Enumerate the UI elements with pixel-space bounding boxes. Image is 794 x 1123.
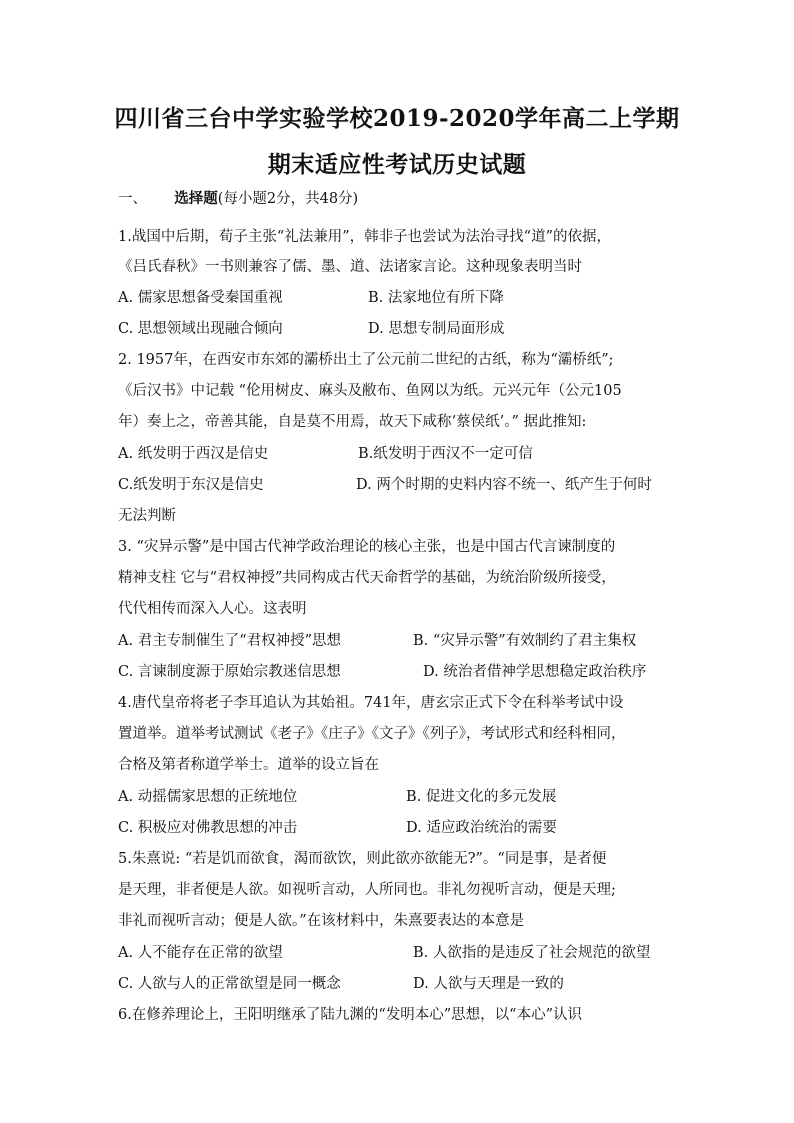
text-line: B. “灾异示警”有效制约了君主集权 xyxy=(413,633,637,649)
text-line: 无法判断 xyxy=(118,508,176,524)
text-line: 4.唐代皇帝将老子李耳追认为其始祖。741年，唐玄宗正式下令在科举考试中设 xyxy=(118,695,624,711)
text-line: 精神支柱 它与“君权神授”共同构成古代天命哲学的基础，为统治阶级所接受， xyxy=(118,570,616,586)
text-line: D. 两个时期的史料内容不统一、纸产生于何时 xyxy=(356,477,652,493)
text-line: 《后汉书》中记载 “伦用树皮、麻头及敝布、鱼网以为纸。元兴元年（公元105 xyxy=(118,383,622,399)
text-line: D. 适应政治统治的需要 xyxy=(406,820,557,836)
text-line: C. 人欲与人的正常欲望是同一概念 xyxy=(118,976,341,992)
text-line: 1.战国中后期，荀子主张“礼法兼用”，韩非子也尝试为法治寻找“道”的依据， xyxy=(118,229,611,245)
text-line: C. 思想领域出现融合倾向 xyxy=(118,321,283,337)
text-line: 《吕氏春秋》一书则兼容了儒、墨、道、法诸家言论。这种现象表明当时 xyxy=(118,259,582,275)
section-note: (每小题2分，共48分) xyxy=(217,191,359,207)
text-line: 5.朱熹说: “若是饥而欲食，渴而欲饮，则此欲亦欲能无?”。“同是事，是者便 xyxy=(118,851,607,867)
text-line: 非礼而视听言动；便是人欲。”在该材料中，朱熹要表达的本意是 xyxy=(118,913,525,929)
text-line: A. 儒家思想备受秦国重视 xyxy=(118,290,283,306)
text-line: 年）奏上之，帝善其能，自是莫不用焉，故天下咸称‘蔡侯纸’。” 据此推知: xyxy=(118,414,587,430)
text-line: C. 言谏制度源于原始宗教迷信思想 xyxy=(118,664,341,680)
text-line: 2. 1957年，在西安市东郊的灞桥出土了公元前二世纪的古纸，称为“灞桥纸”; xyxy=(118,352,614,368)
text-line: A. 动摇儒家思想的正统地位 xyxy=(118,789,298,805)
section-heading xyxy=(118,192,358,207)
text-line: 合格及第者称道学举士。道举的设立旨在 xyxy=(118,757,379,773)
section-name: 选择题 xyxy=(174,190,218,207)
text-line: B.纸发明于西汉不一定可信 xyxy=(358,446,533,462)
text-line: 置道举。道举考试测试《老子》《庄子》《文子》《列子》，考试形式和经科相同， xyxy=(118,726,626,742)
text-line: B. 促进文化的多元发展 xyxy=(406,789,557,805)
text-line: C. 积极应对佛教思想的冲击 xyxy=(118,820,298,836)
text-line: A. 纸发明于西汉是信史 xyxy=(118,446,269,462)
text-line: D. 统治者借神学思想稳定政治秩序 xyxy=(423,664,647,680)
exam-title-line-2: 期末适应性考试历史试题 xyxy=(267,151,527,178)
text-line: 代代相传而深入人心。这表明 xyxy=(118,601,307,617)
text-line: A. 君主专制催生了“君权神授”思想 xyxy=(118,633,342,649)
text-line: 是天理，非者便是人欲。如视听言动，人所同也。非礼勿视听言动，便是天理; xyxy=(118,882,616,898)
exam-title-line-1: 四川省三台中学实验学校2019-2020学年高二上学期 xyxy=(114,105,680,132)
text-line: D. 人欲与天理是一致的 xyxy=(413,976,564,992)
text-line: D. 思想专制局面形成 xyxy=(368,321,505,337)
text-line: A. 人不能存在正常的欲望 xyxy=(118,945,283,961)
text-line: 6.在修养理论上，王阳明继承了陆九渊的“发明本心”思想，以“本心”认识 xyxy=(118,1007,582,1023)
text-line: B. 人欲指的是违反了社会规范的欲望 xyxy=(413,945,651,961)
text-line: B. 法家地位有所下降 xyxy=(368,290,504,306)
text-line: 3. “灾异示警”是中国古代神学政治理论的核心主张，也是中国古代言谏制度的 xyxy=(118,539,616,555)
text-line: C.纸发明于东汉是信史 xyxy=(118,477,264,493)
section-number: 一、 xyxy=(118,191,147,207)
